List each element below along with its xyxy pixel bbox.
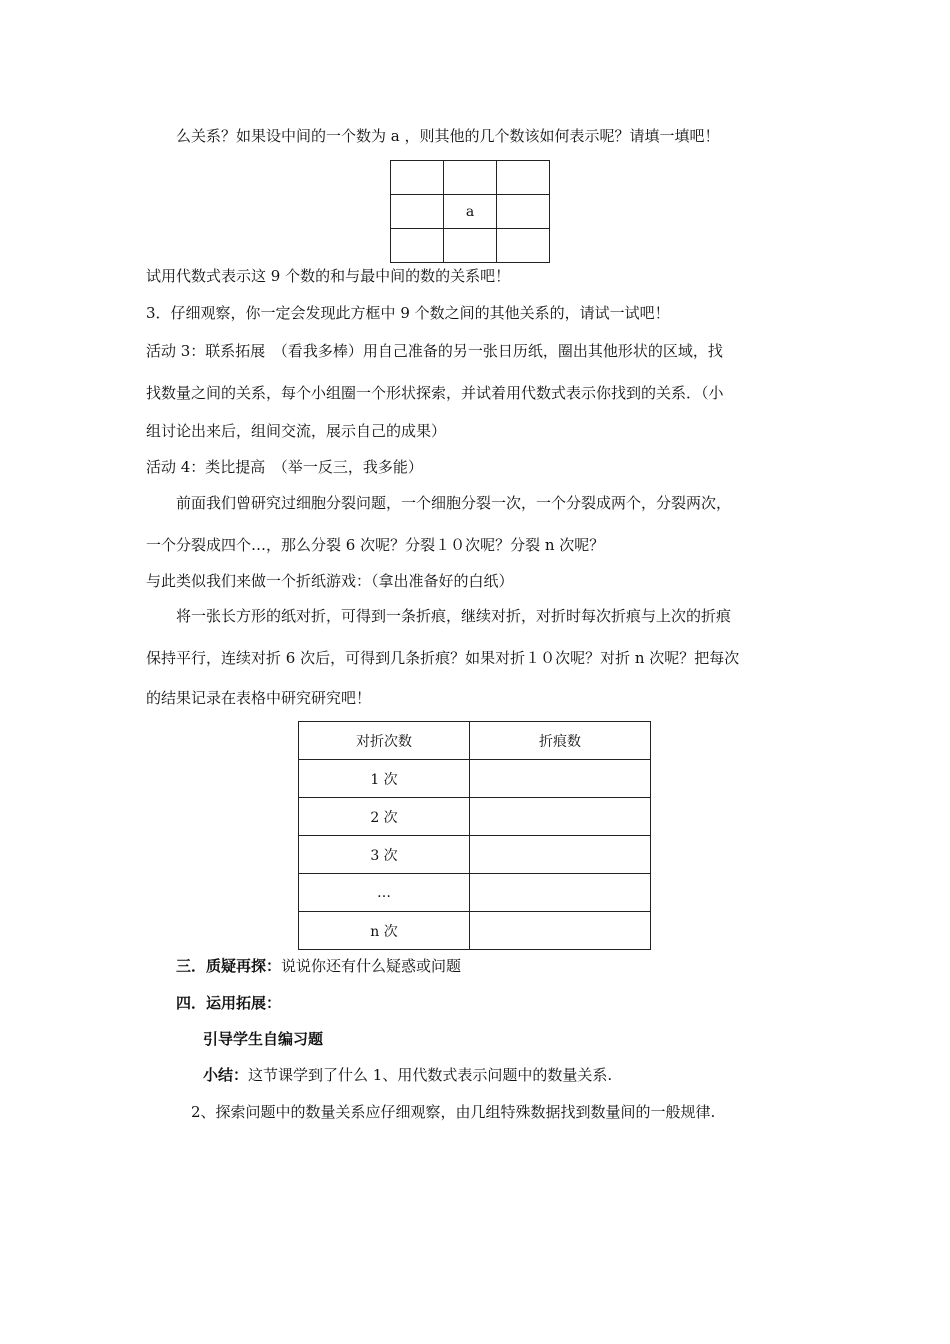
paragraph-line: 么关系？如果设中间的一个数为 a ，则其他的几个数该如何表示呢？请填一填吧！ — [176, 127, 720, 145]
table-cell: … — [299, 874, 470, 912]
paragraph-line: 保持平行，连续对折 6 次后，可得到几条折痕？如果对折１０次呢？对折 n 次呢？把每次 — [146, 649, 740, 667]
summary-line-2: 2、探索问题中的数量关系应仔细观察，由几组特殊数据找到数量间的一般规律. — [191, 1103, 716, 1121]
table-cell: 2 次 — [299, 798, 470, 836]
guide-heading: 引导学生自编习题 — [203, 1030, 324, 1048]
paragraph-line: 活动 4：类比提高 （举一反三，我多能） — [146, 458, 423, 476]
grid-cell — [444, 161, 497, 195]
grid-cell — [391, 195, 444, 229]
table-header: 对折次数 — [299, 722, 470, 760]
table-header: 折痕数 — [470, 722, 651, 760]
grid-cell — [444, 229, 497, 263]
grid-cell — [497, 229, 550, 263]
table-cell — [470, 912, 651, 950]
table-cell — [470, 836, 651, 874]
table-cell: 3 次 — [299, 836, 470, 874]
grid-cell — [497, 195, 550, 229]
grid-cell-center: a — [444, 195, 497, 229]
grid-cell — [497, 161, 550, 195]
summary-label: 小结： — [203, 1066, 249, 1084]
table-cell — [470, 798, 651, 836]
table-cell — [470, 874, 651, 912]
section-3-label: 三．质疑再探： — [176, 957, 282, 975]
fold-record-table — [298, 721, 651, 950]
grid-cell — [391, 161, 444, 195]
table-row — [299, 798, 651, 836]
section-3-text: 说说你还有什么疑惑或问题 — [281, 957, 462, 975]
paragraph-line: 前面我们曾研究过细胞分裂问题，一个细胞分裂一次，一个分裂成两个，分裂两次， — [176, 494, 732, 512]
table-row — [299, 760, 651, 798]
paragraph-line: 试用代数式表示这 9 个数的和与最中间的数的关系吧！ — [146, 267, 511, 285]
table-cell — [470, 760, 651, 798]
summary-line — [203, 1065, 612, 1085]
paragraph-line: 与此类似我们来做一个折纸游戏：（拿出准备好的白纸） — [146, 572, 514, 590]
section-3 — [176, 956, 461, 976]
paragraph-line: 一个分裂成四个…，那么分裂 6 次呢？分裂１０次呢？分裂 n 次呢？ — [146, 536, 605, 554]
summary-text: 这节课学到了什么 1、用代数式表示问题中的数量关系. — [248, 1066, 613, 1084]
paragraph-line: 的结果记录在表格中研究研究吧！ — [146, 689, 372, 707]
number-grid — [390, 160, 550, 263]
paragraph-line: 活动 3：联系拓展 （看我多棒）用自己准备的另一张日历纸，圈出其他形状的区域，找 — [146, 342, 723, 360]
grid-cell — [391, 229, 444, 263]
section-4-label: 四．运用拓展： — [176, 994, 282, 1012]
table-row — [299, 836, 651, 874]
table-cell: n 次 — [299, 912, 470, 950]
table-row — [299, 874, 651, 912]
paragraph-line: 找数量之间的关系，每个小组圈一个形状探索，并试着用代数式表示你找到的关系．（小 — [146, 384, 724, 402]
table-row — [299, 912, 651, 950]
paragraph-line: 将一张长方形的纸对折，可得到一条折痕，继续对折，对折时每次折痕与上次的折痕 — [176, 607, 732, 625]
paragraph-line: 3．仔细观察，你一定会发现此方框中 9 个数之间的其他关系的，请试一试吧！ — [146, 304, 670, 322]
table-cell: 1 次 — [299, 760, 470, 798]
paragraph-line: 组讨论出来后，组间交流，展示自己的成果） — [146, 422, 447, 440]
